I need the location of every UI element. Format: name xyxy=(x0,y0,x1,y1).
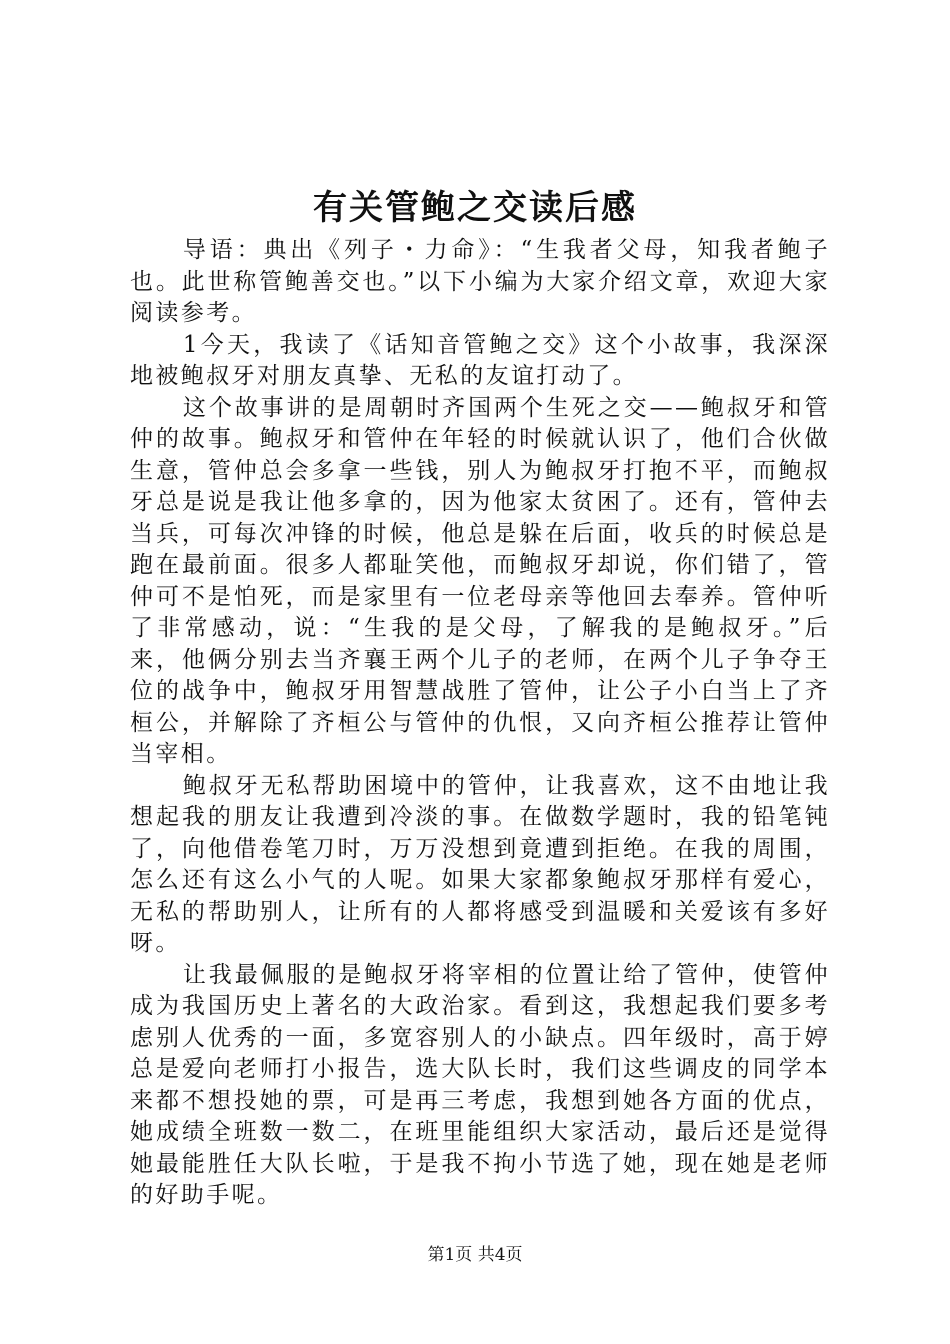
paragraph-1: 1今天，我读了《话知音管鲍之交》这个小故事，我深深地被鲍叔牙对朋友真挚、无私的友谊打动了。 xyxy=(130,331,830,389)
document-title: 有关管鲍之交读后感 xyxy=(313,188,637,228)
document-body xyxy=(130,235,830,1212)
page-number-footer: 第1页 共4页 xyxy=(427,1245,523,1265)
paragraph-intro: 导语：典出《列子・力命》：“生我者父母，知我者鲍子也。此世称管鲍善交也。”以下小编为大家介绍文章，欢迎大家阅读参考。 xyxy=(130,237,830,326)
paragraph-3: 鲍叔牙无私帮助困境中的管仲，让我喜欢，这不由地让我想起我的朋友让我遭到冷淡的事。在做数学题时，我的铅笔钝了，向他借卷笔刀时，万万没想到竟遭到拒绝。在我的周围，怎么还有这么小气的人呢。如果大家都象鲍叔牙那样有爱心，无私的帮助别人，让所有的人都将感受到温暖和关爱该有多好呀。 xyxy=(130,772,830,956)
paragraph-2: 这个故事讲的是周朝时齐国两个生死之交——鲍叔牙和管仲的故事。鲍叔牙和管仲在年轻的时候就认识了，他们合伙做生意，管仲总会多拿一些钱，别人为鲍叔牙打抱不平，而鲍叔牙总是说是我让他多拿的，因为他家太贫困了。还有，管仲去当兵，可每次冲锋的时候，他总是躲在后面，收兵的时候总是跑在最前面。很多人都耻笑他，而鲍叔牙却说，你们错了，管仲可不是怕死，而是家里有一位老母亲等他回去奉养。管仲听了非常感动，说：“生我的是父母，了解我的是鲍叔牙。”后来，他俩分别去当齐襄王两个儿子的老师，在两个儿子争夺王位的战争中，鲍叔牙用智慧战胜了管仲，让公子小白当上了齐桓公，并解除了齐桓公与管仲的仇恨，又向齐桓公推荐让管仲当宰相。 xyxy=(130,394,830,767)
paragraph-4: 让我最佩服的是鲍叔牙将宰相的位置让给了管仲，使管仲成为我国历史上著名的大政治家。看到这，我想起我们要多考虑别人优秀的一面，多宽容别人的小缺点。四年级时，高于婷总是爱向老师打小报告，选大队长时，我们这些调皮的同学本来都不想投她的票，可是再三考虑，我想到她各方面的优点，她成绩全班数一数二，在班里能组织大家活动，最后还是觉得她最能胜任大队长啦，于是我不拘小节选了她，现在她是老师的好助手呢。 xyxy=(130,961,830,1208)
